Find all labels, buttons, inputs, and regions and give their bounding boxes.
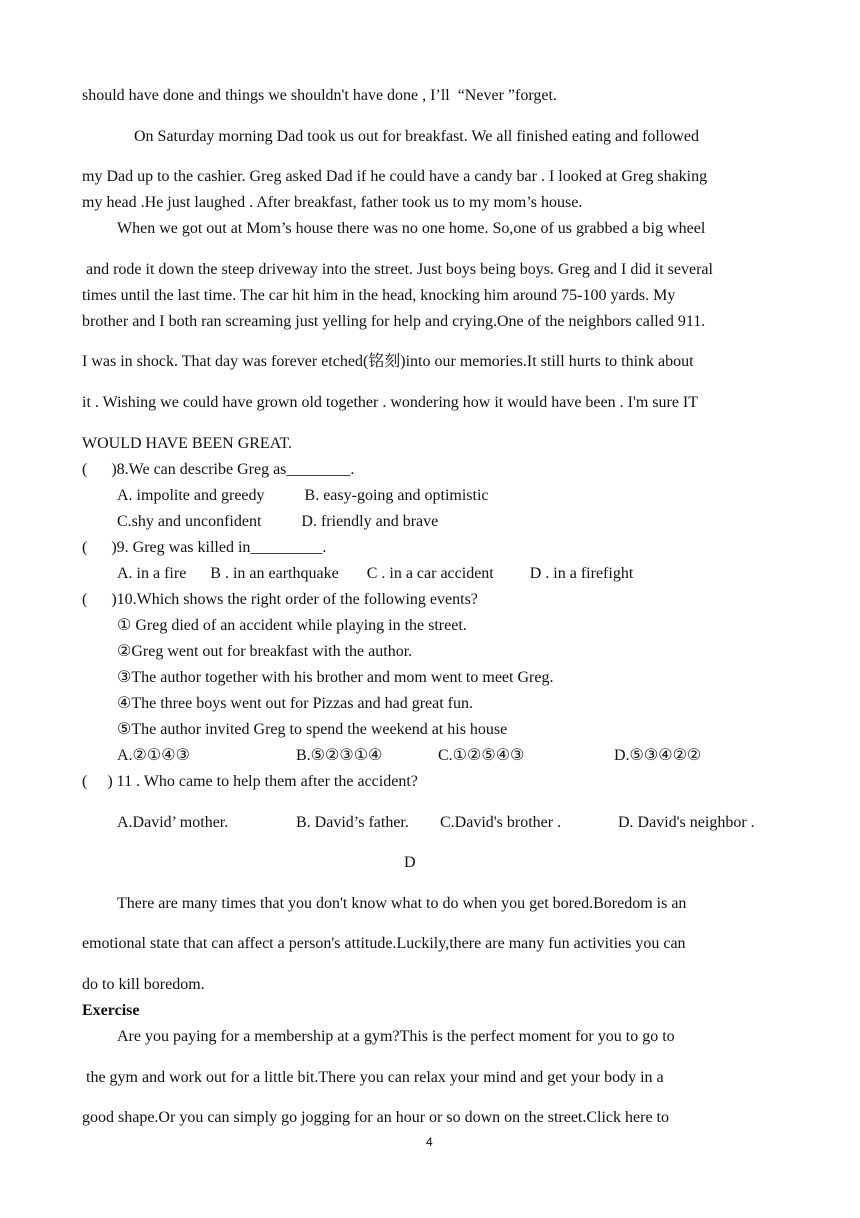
- passage-line: and rode it down the steep driveway into the street. Just boys being boys. Greg and I did it several: [82, 261, 713, 278]
- question-11-option-a: A.David’ mother.: [117, 814, 229, 831]
- passage-line: emotional state that can affect a person's attitude.Luckily,there are many fun activities you can: [82, 935, 686, 952]
- passage-line: I was in shock. That day was forever etched(铭刻)into our memories.It still hurts to think about: [82, 353, 694, 370]
- question-9-stem: ( )9. Greg was killed in_________.: [82, 539, 327, 556]
- passage-line: do to kill boredom.: [82, 976, 205, 993]
- passage-line: Are you paying for a membership at a gym?This is the perfect moment for you to go to: [117, 1028, 675, 1045]
- question-8-options: A. impolite and greedy B. easy-going and optimistic: [117, 487, 489, 504]
- question-11-option-d: D. David's neighbor .: [618, 814, 755, 831]
- question-10-option-a: A.②①④③: [117, 747, 190, 764]
- passage-line: good shape.Or you can simply go jogging for an hour or so down on the street.Click here to: [82, 1109, 669, 1126]
- question-8-stem: ( )8.We can describe Greg as________.: [82, 461, 355, 478]
- event-item: ⑤The author invited Greg to spend the weekend at his house: [117, 721, 508, 738]
- question-10-option-d: D.⑤③④②②: [614, 747, 702, 764]
- passage-line: There are many times that you don't know what to do when you get bored.Boredom is an: [117, 895, 687, 912]
- question-10-option-c: C.①②⑤④③: [438, 747, 525, 764]
- passage-line: times until the last time. The car hit him in the head, knocking him around 75-100 yards. My: [82, 287, 676, 304]
- event-item: ① Greg died of an accident while playing in the street.: [117, 617, 467, 634]
- passage-line: WOULD HAVE BEEN GREAT.: [82, 435, 293, 452]
- question-11-option-c: C.David's brother .: [440, 814, 562, 831]
- event-item: ②Greg went out for breakfast with the author.: [117, 643, 413, 660]
- passage-line: When we got out at Mom’s house there was no one home. So,one of us grabbed a big wheel: [117, 220, 706, 237]
- question-11-option-b: B. David’s father.: [296, 814, 409, 831]
- event-item: ④The three boys went out for Pizzas and had great fun.: [117, 695, 474, 712]
- passage-line: my head .He just laughed . After breakfast, father took us to my mom’s house.: [82, 194, 583, 211]
- page-number: 4: [426, 1135, 433, 1149]
- event-item: ③The author together with his brother and mom went to meet Greg.: [117, 669, 554, 686]
- passage-line: On Saturday morning Dad took us out for breakfast. We all finished eating and followed: [134, 128, 699, 145]
- subheading: Exercise: [82, 1002, 140, 1019]
- passage-line: it . Wishing we could have grown old together . wondering how it would have been . I'm sure IT: [82, 394, 699, 411]
- question-10-stem: ( )10.Which shows the right order of the following events?: [82, 591, 478, 608]
- passage-line: should have done and things we shouldn't have done , I’ll “Never ”forget.: [82, 87, 557, 104]
- passage-line: the gym and work out for a little bit.There you can relax your mind and get your body in a: [82, 1069, 664, 1086]
- section-heading: D: [404, 854, 416, 871]
- passage-line: my Dad up to the cashier. Greg asked Dad if he could have a candy bar . I looked at Greg shaking: [82, 168, 708, 185]
- passage-line: brother and I both ran screaming just yelling for help and crying.One of the neighbors called 911.: [82, 313, 706, 330]
- question-11-stem: ( ) 11 . Who came to help them after the accident?: [82, 773, 418, 790]
- question-10-option-b: B.⑤②③①④: [296, 747, 383, 764]
- question-9-options: A. in a fire B . in an earthquake C . in a car accident D . in a firefight: [117, 565, 634, 582]
- question-8-options: C.shy and unconfident D. friendly and brave: [117, 513, 439, 530]
